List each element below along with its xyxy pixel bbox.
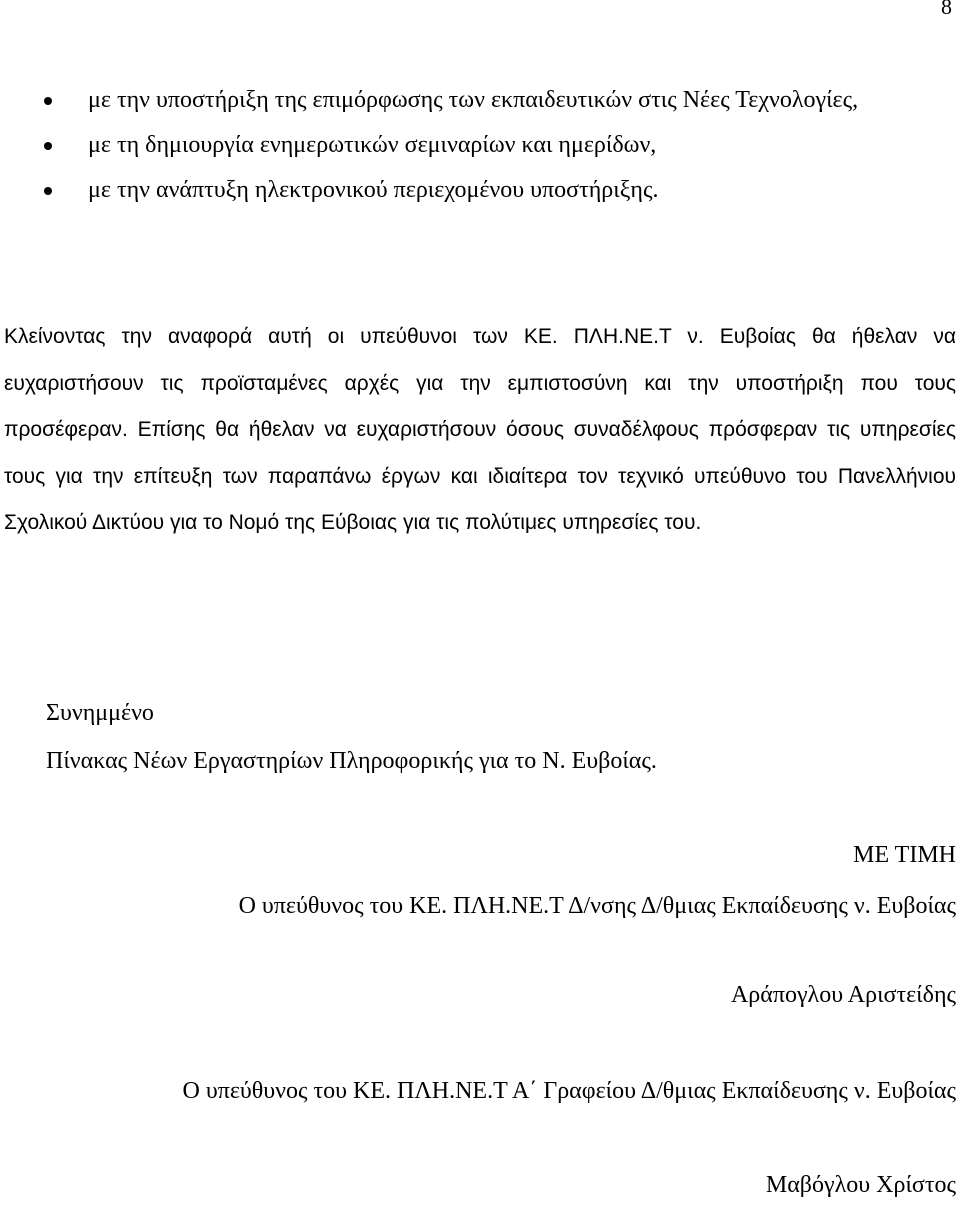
- signatory-name: Μαβόγλου Χρίστος: [765, 1172, 956, 1198]
- list-item-text: με τη δημιουργία ενημερωτικών σεμιναρίων και ημερίδων,: [88, 132, 657, 158]
- closing-paragraph: Κλείνοντας την αναφορά αυτή οι υπεύθυνοι των ΚΕ. ΠΛΗ.ΝΕ.Τ ν. Ευβοίας θα ήθελαν να ευχαριστήσουν τις προϊσταμένες αρχές για την εμπιστοσύνη και την υποστήριξη που τους προσέφεραν. Επίσης θα ήθελαν να ευχαριστήσουν όσους συναδέλφους πρόσφεραν τις υπηρεσίες τους για την επίτευξη των παραπάνω έργων και ιδιαίτερα τον τεχνικό υπεύθυνο του Πανελλήνιου Σχολικού Δικτύου για το Νομό της Εύβοιας για τις πολύτιμες υπηρεσίες του.: [4, 325, 956, 534]
- list-item-text: με την ανάπτυξη ηλεκτρονικού περιεχομένου υποστήριξης.: [88, 177, 659, 203]
- closing-salutation: ΜΕ ΤΙΜΗ: [853, 842, 956, 868]
- attachment-title: Πίνακας Νέων Εργαστηρίων Πληροφορικής για το Ν. Ευβοίας.: [46, 748, 657, 774]
- bullet-list: [0, 78, 960, 213]
- signatory-role: Ο υπεύθυνος του ΚΕ. ΠΛΗ.ΝΕ.Τ Α΄ Γραφείου Δ/θμιας Εκπαίδευσης ν. Ευβοίας: [182, 1078, 956, 1104]
- attachment-label: Συνημμένο: [46, 700, 154, 726]
- list-item: [0, 78, 960, 123]
- signatory-name: Αράπογλου Αριστείδης: [730, 982, 956, 1008]
- signatory-role: Ο υπεύθυνος του ΚΕ. ΠΛΗ.ΝΕ.Τ Δ/νσης Δ/θμιας Εκπαίδευσης ν. Ευβοίας: [238, 893, 956, 919]
- bullet-icon: [44, 142, 52, 150]
- page-number: 8: [941, 0, 952, 19]
- bullet-icon: [44, 97, 52, 105]
- list-item: [0, 123, 960, 168]
- bullet-icon: [44, 187, 52, 195]
- list-item-text: με την υποστήριξη της επιμόρφωσης των εκπαιδευτικών στις Νέες Τεχνολογίες,: [88, 87, 859, 113]
- list-item: [0, 168, 960, 213]
